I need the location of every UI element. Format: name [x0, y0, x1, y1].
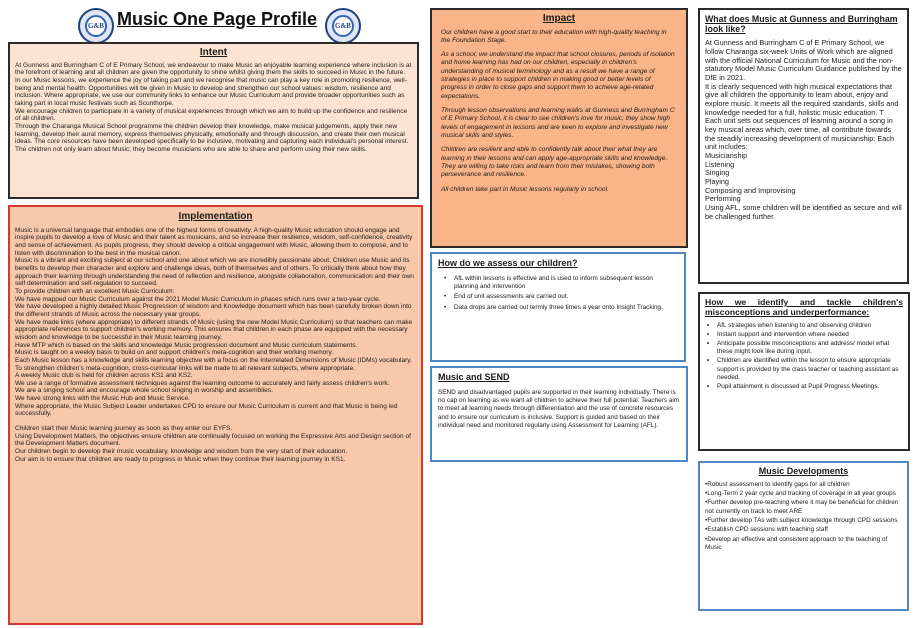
school-crest-left	[78, 8, 114, 44]
misconception-item: • AfL strategies when listening to and observing children	[707, 322, 903, 330]
implementation-section	[8, 205, 423, 625]
development-item: •Further develop TAs with subject knowledge through CPD sessions	[705, 517, 898, 524]
look-list-item: Singing	[705, 168, 730, 178]
intent-paragraph: We encourage children to participate in a variety of musical experiences through which we aim to build up the confidence and resilience of all children.	[15, 107, 408, 123]
crest-icon	[78, 8, 114, 44]
assessment-section	[430, 252, 686, 362]
assessment-item: • Data drops are carried out termly three times a year onto Insight Tracking.	[444, 304, 678, 312]
impact-section	[430, 8, 688, 248]
misconception-item: • Anticipate possible misconceptions and address/ model what these might look like during input.	[707, 340, 903, 356]
look-list-item: Composing and Improvising	[705, 185, 796, 195]
implementation-paragraph: Where appropriate, the Music Subject Leader undertakes CPD to ensure our Music Curriculum is current and that Music is being led successfully.	[15, 402, 398, 418]
look-list-item: Playing	[705, 176, 729, 186]
development-item: •Develop an effective and consistent approach to the teaching of Music	[705, 535, 888, 551]
crest-text: G&B	[332, 15, 354, 37]
look-paragraph: Each unit sets out sequences of learning around a song in key musical areas which, over time, all contribute towards the steadily increasing development of musicianship: Each unit includes:	[705, 116, 895, 152]
implementation-paragraph: Have MTP which is based on the skills and knowledge Music progression document and Music curriculum statements.	[15, 341, 358, 349]
intent-section	[8, 42, 419, 199]
music-look-like-section	[698, 8, 909, 284]
implementation-paragraph: Children start their Music learning journey as soon as they enter our EYFS.	[15, 425, 233, 433]
implementation-paragraph: Music is a vibrant and exciting subject at our school and one about which we are incredibly passionate about. Children use Music and its benefits to develop their character and explore and challenge ideas, both of themselves and of others. To critically think about how they approach their learning through understanding the need of reflection and resilience, alongside collaboration, communication and their own self determination and self-regulation to succeed.	[15, 257, 414, 288]
implementation-paragraph: We have strong links with the Music Hub and Music Service.	[15, 395, 190, 403]
look-paragraph: It is clearly sequenced with high musical expectations that give all children the opportunity to learn about, enjoy and explore music. It meets all the required standards, skills and knowledge needed for a full, holistic music education. T	[705, 81, 899, 117]
misconceptions-title: How we identify and tackle children's misconceptions and underperformance:	[705, 297, 903, 318]
look-paragraph: At Gunness and Burringham C of E Primary School, we follow Charanga six-week Units of Work which are aligned with the official National Curriculum for Music and the non-statutory Model Music Curriculum Guidance published by the DfE in 2021.	[705, 38, 902, 82]
implementation-paragraph: We have developed a highly detailed Music Progression of wisdom and Knowledge document which has been carefully broken down into the different strands of Music across the necessary year groups.	[15, 303, 412, 318]
impact-title: Impact	[542, 13, 576, 24]
misconceptions-section	[698, 292, 910, 451]
implementation-paragraph: We have mapped our Music Curriculum against the 2021 Model Music Curriculum in phases which runs over a two-year cycle.	[15, 295, 381, 303]
implementation-paragraph: We have made links (where appropriate) to different strands of Music (using the new Model Music Curriculum) so that teachers can make appropriate references to support children's working memory. This ensures that children in each phase are equipped with the necessary wisdom and knowledge to be successful in their Music learning journey.	[15, 318, 413, 341]
look-list-item: Musicianship	[705, 150, 748, 160]
misconception-item: • Instant support and intervention where needed	[707, 331, 903, 339]
intent-paragraph: In our Music lessons, we experience the joy of taking part and we recognise that music can play a key role in promoting resilience, well-being and mental health. Opportunities will be given in Music to develop and strengthen our school values: wisdom, resilience and inclusion. Where appropriate, we use our community links to enhance our Music Curriculum and provide broader opportunities such as taking part in local music festivals such as Scunthorpe.	[15, 77, 407, 107]
crest-icon	[325, 8, 361, 44]
implementation-paragraph: To provide children with an excellent Music Curriculum:	[15, 287, 175, 295]
impact-paragraph: Our children have a good start to their education with high-quality teaching in the Foundation Stage.	[441, 28, 667, 44]
assessment-item: • End of unit assessments are carried out.	[444, 293, 678, 301]
implementation-paragraph: To strengthen children's meta-cognition, cross-curricular links will be made to all relevant subjects, where appropriate.	[15, 364, 356, 372]
school-crest-right	[325, 8, 361, 44]
send-text: SEND and disadvantaged pupils are supported in their learning individually. There is no cap on learning as we want all children to achieve their full potential. Teachers aim to meet all learning needs through differentiation and the use of concrete resources and to ensure our curriculum is inclusive. Support is guided and based on their individual need and monitored regularly using Assessment for Learning (AFL).	[438, 388, 680, 429]
misconceptions-list	[705, 322, 903, 392]
implementation-paragraph: Using Development Matters, the objectives ensure children are continually focused on working the Expressive Arts and Design section of the Development Matters document.	[15, 432, 411, 448]
send-section	[430, 366, 688, 462]
developments-title: Music Developments	[758, 466, 849, 476]
music-look-like-title: What does Music at Gunness and Burringham look like?	[705, 14, 898, 35]
implementation-paragraph: We are a singing school and encourage whole school singing in worship and assemblies.	[15, 387, 273, 395]
crest-text: G&B	[85, 15, 107, 37]
assessment-list	[438, 275, 678, 312]
implementation-paragraph: We use a range of formative assessment techniques against the learning outcome to accurately and fairly assess children's work.	[15, 379, 390, 387]
page-title: Music One Page Profile	[117, 9, 318, 29]
send-title: Music and SEND	[438, 372, 510, 382]
development-item: •Robust assessment to identify gaps for all children	[705, 480, 850, 488]
development-item: •Long-Term 2 year cycle and tracking of coverage in all year groups	[705, 490, 896, 498]
implementation-paragraph: Our children begin to develop their music vocabulary, knowledge and wisdom from the very start of their education.	[15, 448, 348, 456]
impact-paragraph: Through lesson observations and learning walks at Gunness and Burringham C of E Primary School, it is clear to see children's love for music; they show high levels of engagement in lessons and are keen to explore and investigate new musical skills and styles.	[441, 107, 675, 139]
misconception-item: • Children are identified within the lesson to ensure appropriate support is provided by the class teacher or teaching assistant as needed.	[707, 357, 903, 382]
assessment-title: How do we assess our children?	[438, 258, 578, 268]
look-list-item: Performing	[705, 194, 741, 204]
implementation-paragraph: Music is a universal language that embodies one of the highest forms of creativity. A high-quality Music education should engage and inspire pupils to develop a love of Music and their talent as musicians, and so increase their resilience, wisdom, self-confidence, creativity and sense of achievement. As pupils progress, they should develop a critical engagement with Music, allowing them to compose, and to listen with discrimination to the best in the musical canon.	[15, 226, 413, 257]
implementation-paragraph: Our aim is to ensure that children are ready to progress in Music when they continue their learning journey in KS1.	[15, 455, 346, 463]
intent-title: Intent	[199, 47, 228, 58]
impact-paragraph: As a school, we understand the impact that school closures, periods of isolation and home learning has had on our children, especially in children's understanding of musical terminology and as a result we have a range of strategies in place to support children in making good or better levels of progress in order to close gaps and support them to achieve age-related expectations.	[441, 51, 675, 100]
development-item: •Further develop pre-teaching where it may be beneficial for children not currently on track to meet ARE	[705, 499, 899, 515]
look-list-item: Listening	[705, 159, 735, 169]
impact-paragraph: All children take part in Music lessons regularly in school.	[441, 185, 609, 193]
look-paragraph: Using AFL, some children will be identified as secure and will be challenged further.	[705, 202, 902, 221]
implementation-paragraph: A weekly Music club is held for children across KS1 and KS2.	[15, 372, 193, 380]
intent-paragraph: Through the Charanga Musical School programme the children develop their knowledge, make musical judgements, apply their new learning, develop their aural memory, express themselves physically, emotionally and through discussion, and create their own musical ideas. The core resources have been developed specifically to be inclusive, motivating and capturing each individual's personal interest. The children not only learn about Music; they become musicians who are able to share and perform using their new skills.	[15, 122, 409, 153]
implementation-paragraph: Each Music lesson has a knowledge and skills learning objective with a focus on the Interrelated Dimensions of Music (IDMs) vocabulary.	[15, 356, 412, 364]
intent-paragraph: At Gunness and Burringham C of E Primary School, we endeavour to make Music an enjoyable learning experience where inclusion is at the forefront of learning and all children are given the opportunity to shine whilst giving them the skills to succeed in Music in the future.	[15, 61, 412, 77]
development-item: •Establish CPD sessions with teaching staff	[705, 526, 828, 534]
misconception-item: • Pupil attainment is discussed at Pupil Progress Meetings.	[707, 383, 903, 391]
impact-paragraph: Children are resilient and able to confidently talk about their what they are learning in their lessons and can apply age-appropriate skills and knowledge. They are willing to take risks and learn from their mistakes, showing both perseverance and resilience.	[441, 146, 668, 179]
assessment-item: • AfL within lessons is effective and is used to inform subsequent lesson planning and intervention	[444, 275, 678, 292]
implementation-title: Implementation	[178, 211, 253, 222]
developments-section	[698, 461, 909, 611]
implementation-spacer	[15, 418, 416, 425]
implementation-paragraph: Music is taught on a weekly basis to build on and support children's meta-cognition and their working memory.	[15, 349, 334, 357]
